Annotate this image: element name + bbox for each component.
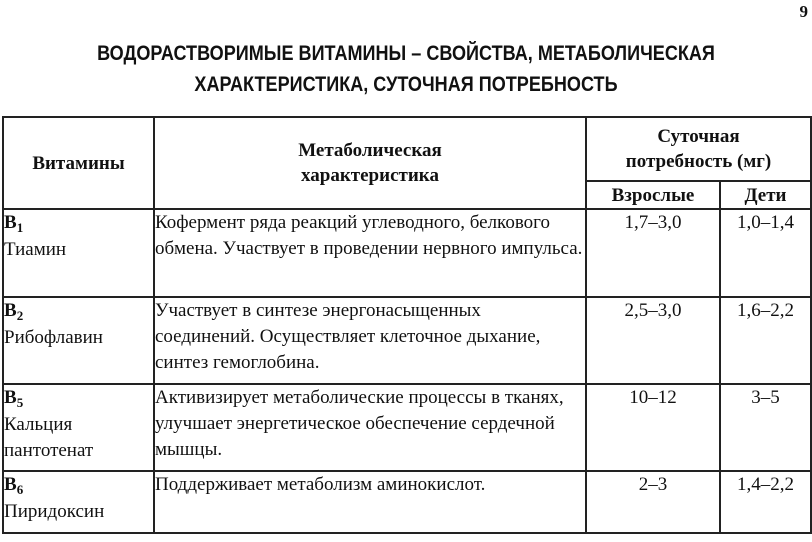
header-metabolic-text: Метаболическая характеристика — [298, 140, 442, 186]
vitamin-name: Тиамин — [4, 239, 67, 260]
vitamin-code: $B_6$ — [4, 474, 24, 497]
table-row — [3, 471, 811, 533]
adults-value: 1,7–3,0 — [586, 209, 720, 297]
adults-value: 10–12 — [586, 384, 720, 471]
page-title-line-2: ХАРАКТЕРИСТИКА, СУТОЧНАЯ ПОТРЕБНОСТЬ — [194, 73, 618, 96]
children-value: 1,6–2,2 — [720, 297, 811, 384]
vitamin-name: Рибофлавин — [4, 327, 103, 348]
vitamin-code: $B_1$ — [4, 212, 24, 235]
table-row — [3, 384, 811, 471]
header-metabolic — [154, 117, 586, 209]
vitamin-cell — [3, 297, 154, 384]
adults-value: 2,5–3,0 — [586, 297, 720, 384]
header-daily-requirement — [586, 117, 811, 181]
description-cell: Участвует в синтезе энергонасыщенных соединений. Осуществляет клеточное дыхание, синтез гемоглобина. — [154, 297, 586, 384]
vitamin-code: $B_2$ — [4, 300, 24, 323]
page-title-line-1: ВОДОРАСТВОРИМЫЕ ВИТАМИНЫ – СВОЙСТВА, МЕТАБОЛИЧЕСКАЯ — [97, 42, 715, 65]
header-children: Дети — [720, 181, 811, 209]
vitamin-cell — [3, 209, 154, 297]
vitamin-name: Пиридоксин — [4, 501, 105, 522]
vitamins-table — [2, 116, 812, 534]
page-title — [57, 38, 755, 100]
vitamin-name: Кальция пантотенат — [4, 414, 94, 461]
vitamin-cell — [3, 471, 154, 533]
vitamin-code: $B_5$ — [4, 387, 24, 410]
vitamin-cell — [3, 384, 154, 471]
table-row — [3, 297, 811, 384]
children-value: 1,4–2,2 — [720, 471, 811, 533]
description-cell: Кофермент ряда реакций углеводного, белкового обмена. Участвует в проведении нервного импульса. — [154, 209, 586, 297]
description-cell: Поддерживает метаболизм аминокислот. — [154, 471, 586, 533]
table-row — [3, 209, 811, 297]
description-cell: Активизирует метаболические процессы в тканях, улучшает энергетическое обеспечение сердечной мышцы. — [154, 384, 586, 471]
page-number: 9 — [799, 2, 808, 21]
adults-value: 2–3 — [586, 471, 720, 533]
children-value: 1,0–1,4 — [720, 209, 811, 297]
children-value: 3–5 — [720, 384, 811, 471]
header-adults: Взрослые — [586, 181, 720, 209]
header-daily-requirement-text: Суточная потребность (мг) — [625, 126, 772, 172]
header-vitamins: Витамины — [3, 117, 154, 209]
